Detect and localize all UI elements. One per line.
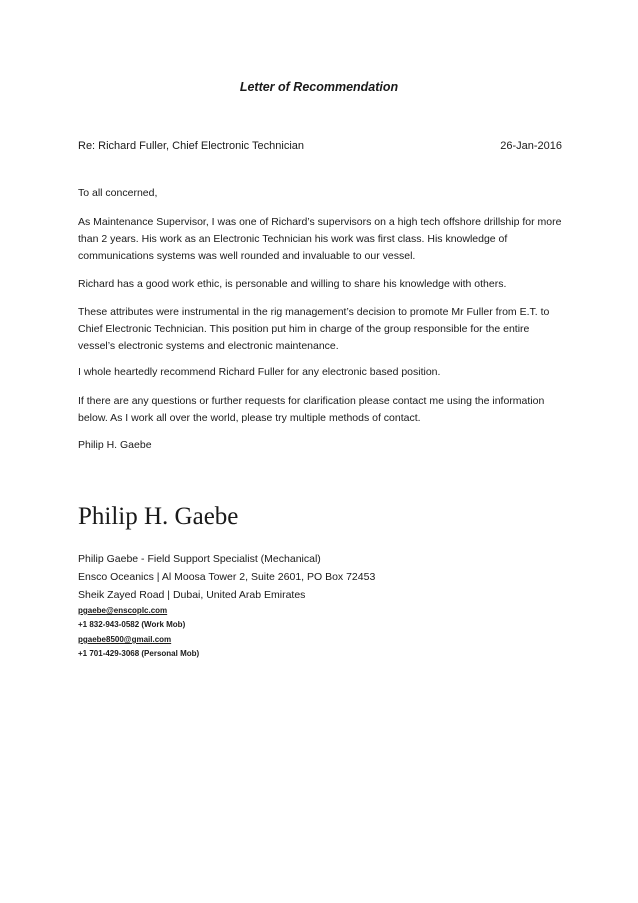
paragraph-3: These attributes were instrumental in the rig management’s decision to promote Mr Fuller from E.T. to Chief Electronic Technician. This position put him in charge of the group responsible for the entire vessel’s electronic systems and electronic maintenance. [78,306,550,352]
paragraph-2: Richard has a good work ethic, is personable and willing to share his knowledge with others. [78,278,507,290]
work-phone: +1 832-943-0582 (Work Mob) [78,620,186,629]
personal-phone: +1 701-429-3068 (Personal Mob) [78,649,200,658]
subject-line [78,140,562,152]
paragraph-4: I whole heartedly recommend Richard Fuller for any electronic based position. [78,366,441,378]
letter-title: Letter of Recommendation [239,80,399,94]
paragraph-1: As Maintenance Supervisor, I was one of Richard’s supervisors on a high tech offshore drillship for more than 2 years. His work as an Electronic Technician his work was first class. His knowledge of communications systems was well rounded and invaluable to our vessel. [78,216,562,262]
letter-date: 26-Jan-2016 [500,140,562,152]
greeting: To all concerned, [78,187,158,199]
signature: Philip H. Gaebe [78,503,239,530]
contact-city-line: Sheik Zayed Road | Dubai, United Arab Emirates [78,589,306,601]
sign-off-name: Philip H. Gaebe [78,439,152,451]
contact-address-line: Ensco Oceanics | Al Moosa Tower 2, Suite 2601, PO Box 72453 [78,571,376,583]
work-email-link[interactable]: pgaebe@enscoplc.com [78,606,168,615]
paragraph-5: If there are any questions or further requests for clarification please contact me using the information below. As I work all over the world, please try multiple methods of contact. [78,395,545,424]
personal-email-link[interactable]: pgaebe8500@gmail.com [78,635,172,644]
subject-text: Re: Richard Fuller, Chief Electronic Technician [78,140,305,152]
contact-title-line: Philip Gaebe - Field Support Specialist (Mechanical) [78,553,321,565]
